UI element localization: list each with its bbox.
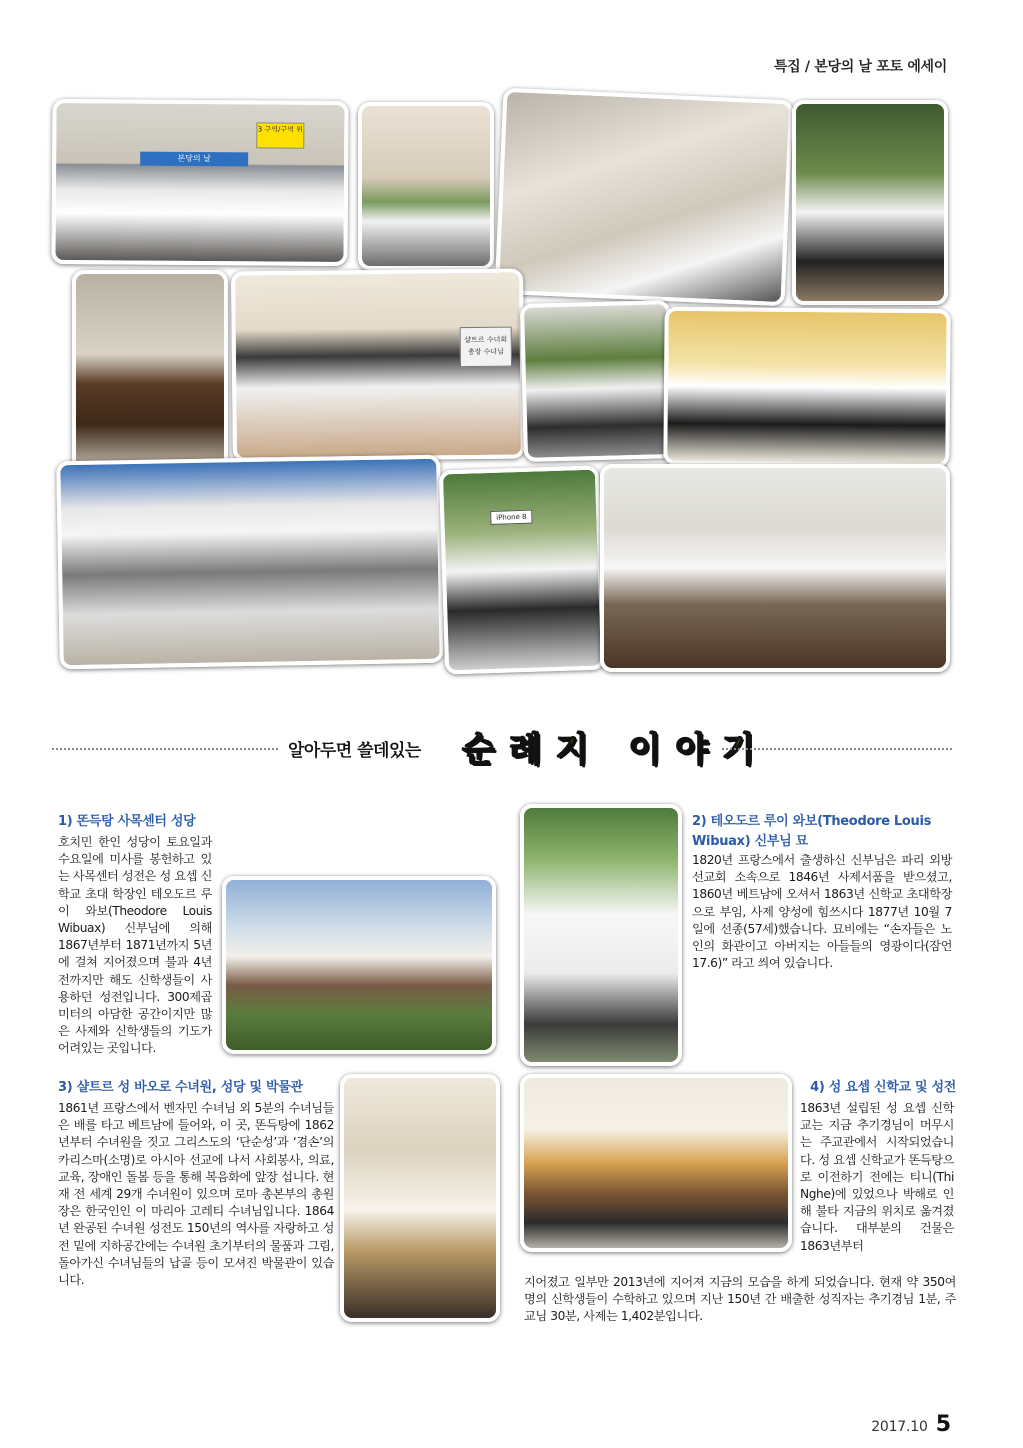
photo-church-pews <box>600 464 950 672</box>
photo-women-garden <box>792 100 948 305</box>
article-2-title: 2) 테오도르 루이 와보(Theodore Louis Wibuax) 신부님 묘 <box>692 814 932 849</box>
photo-sign: iPhone 8 <box>490 510 532 525</box>
article-2-body: 1820년 프랑스에서 출생하신 신부님은 파리 외방선교회 소속으로 1846년 사제서품을 받으셨고, 1860년 베트남에 오셔서 1863년 신학교 초대학장으로 부임, 사제 양성에 힘쓰시다 1877년 10월 7일에 선종(57세)했습니다. 묘비에는 “손자들은 노인의 화관이고 아버지는 아들들의 영광이다(잠언 17.6)” 라고 씌여 있습니다. <box>692 853 952 971</box>
page-footer <box>871 1412 951 1437</box>
article-4-body-continued: 지어졌고 일부만 2013년에 지어져 지금의 모습을 하게 되었습니다. 현재 약 350여 명의 신학생들이 수학하고 있으며 지난 150년 간 배출한 성직자는 추기경님 1분, 주교님 30분, 사제는 1,402분입니다. <box>524 1275 956 1324</box>
article-3-title: 3) 샬트르 성 바오로 수녀원, 성당 및 박물관 <box>58 1080 303 1095</box>
section-label: 특집 / 본당의 날 포토 에세이 <box>773 59 947 75</box>
photo-church-stairs <box>495 88 794 306</box>
article-1-text: 호치민 한인 성당이 토요일과 수요일에 미사를 봉헌하고 있는 사목센터 성전은 성 요셉 신학교 초대 학장인 테오도르 루이 와보(Theodore Louis Wibuax) 신부님에 의해 1867년부터 1871년까지 5년에 걸쳐 지어졌으며 불과 4년 전까지만 해도 신학생들이 사용하던 성전입니다. 300제곱미터의 아담한 공간이지만 많은 사제와 신학생들의 기도가 어려있는 곳입니다. <box>58 834 490 1058</box>
photo-crowd-hall <box>56 455 444 670</box>
article-1-body <box>58 834 490 1066</box>
dotted-divider <box>722 748 952 750</box>
photo-sign: 샬트르 수녀회 총장 수녀님 <box>460 327 512 368</box>
photo-parish-day-procession <box>51 99 348 266</box>
page-number: 5 <box>935 1412 951 1437</box>
photo-courtyard-visitors <box>520 300 674 462</box>
article-4-body: 1863년 설립된 성 요셉 신학교는 지금 추기경님이 머무시는 주교관에서 시작되었습니다. 성 요셉 신학교가 똔득탕으로 이전하기 전에는 티니(Thi Nghe)에 있었으나 박해로 인해 불타 지금의 위치로 옮겨졌습니다. 대부분의 건물은 1863년부터 <box>800 1101 954 1253</box>
photo-sign: 3 구역/구역 위 <box>256 122 304 148</box>
article-3-body: 1861년 프랑스에서 벤자민 수녀님 외 5분의 수녀님들은 배를 타고 베트남에 들어와, 이 곳, 똔득탕에 1862년부터 수녀원을 짓고 그리스도의 ‘단순성’과 ‘겸손’의 카리스마(소명)로 아시아 선교에 나서 사회봉사, 의료, 교육, 장애인 돌봄 등을 통해 복음화에 앞장 섭니다. 현재 전 세계 29개 수녀원이 있으며 로마 총본부의 총원장은 한국인인 이 마리아 고레티 수녀님입니다. 1864년 완공된 수녀원 성전도 150년의 역사를 자랑하고 성전 밑에 지하공간에는 수녀원 초기부터의 물품과 그림, 돌아가신 수녀님들의 납골 등이 모셔진 박물관이 있습니다. <box>58 1101 334 1288</box>
photo-convent-church-interior <box>340 1074 500 1322</box>
title-lead: 알아두면 쓸데있는 <box>288 741 421 761</box>
photo-priests-group <box>663 307 950 467</box>
article-4-title: 4) 성 요셉 신학교 및 성전 <box>810 1080 956 1095</box>
issue-date: 2017.10 <box>871 1419 928 1435</box>
dotted-divider <box>52 748 278 750</box>
article-1-title: 1) 똔득탕 사목센터 성당 <box>58 814 196 829</box>
photo-wibuax-tomb <box>520 804 682 1066</box>
photo-banner: 본당의 날 <box>140 152 248 167</box>
photo-museum-gallery <box>231 268 525 461</box>
photo-shrine-room <box>72 270 228 478</box>
title-main: 순례지 이야기 <box>462 730 769 770</box>
section-title-row <box>52 720 952 772</box>
photo-pastoral-center-church <box>222 876 496 1054</box>
photo-raffle-event <box>439 466 605 675</box>
photo-seminary-church-interior <box>520 1074 792 1252</box>
photo-two-women-entrance <box>358 102 494 270</box>
